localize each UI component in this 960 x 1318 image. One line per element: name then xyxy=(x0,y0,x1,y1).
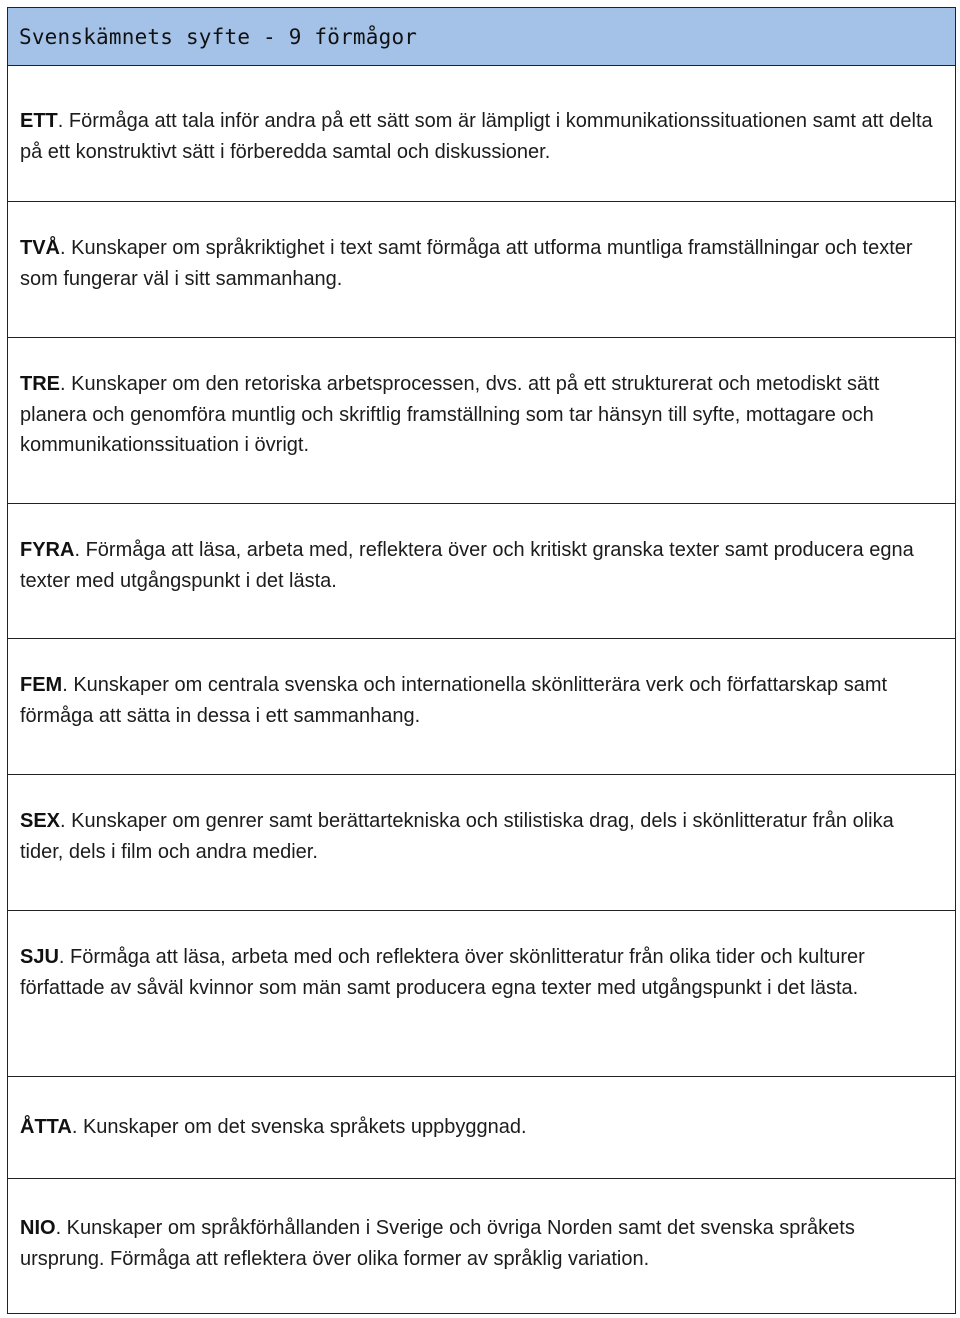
table-header xyxy=(8,8,955,66)
ability-row-6 xyxy=(8,775,955,911)
ability-description: . Kunskaper om det svenska språkets uppbyggnad. xyxy=(71,1116,527,1138)
ability-number: ÅTTA xyxy=(20,1116,72,1138)
ability-description: . Kunskaper om genrer samt berättartekniska och stilistiska drag, dels i skönlitteratur från olika tider, dels i film och andra medier. xyxy=(20,810,894,863)
ability-number: FEM xyxy=(20,674,63,696)
ability-description: . Förmåga att tala inför andra på ett sätt som är lämpligt i kommunikationssituationen samt att delta på ett konstruktivt sätt i förberedda samtal och diskussioner. xyxy=(20,110,933,163)
ability-number: TRE xyxy=(20,373,60,395)
ability-text xyxy=(20,369,941,461)
page-title: Svenskämnets syfte - 9 förmågor xyxy=(19,24,418,49)
ability-number: SJU xyxy=(20,946,59,968)
ability-text xyxy=(20,535,941,596)
ability-text xyxy=(20,1213,941,1274)
ability-row-5 xyxy=(8,639,955,775)
ability-number: ETT xyxy=(20,110,58,132)
ability-text xyxy=(20,1112,941,1143)
ability-description: . Kunskaper om centrala svenska och internationella skönlitterära verk och författarskap samt förmåga att sätta in dessa i ett sammanhang. xyxy=(20,674,888,727)
ability-row-3 xyxy=(8,338,955,504)
ability-row-8 xyxy=(8,1077,955,1179)
ability-row-1 xyxy=(8,66,955,202)
abilities-table xyxy=(7,7,956,1314)
ability-row-2 xyxy=(8,202,955,338)
ability-row-9 xyxy=(8,1179,955,1313)
ability-description: . Förmåga att läsa, arbeta med, reflektera över och kritiskt granska texter samt producera egna texter med utgångspunkt i det lästa. xyxy=(20,539,914,592)
ability-text xyxy=(20,106,941,167)
ability-number: NIO xyxy=(20,1217,56,1239)
ability-row-4 xyxy=(8,504,955,639)
ability-description: . Förmåga att läsa, arbeta med och reflektera över skönlitteratur från olika tider och kulturer författade av såväl kvinnor som män samt producera egna texter med utgångspunkt i det lästa. xyxy=(20,946,865,999)
ability-number: FYRA xyxy=(20,539,75,561)
ability-text xyxy=(20,233,941,294)
ability-text xyxy=(20,806,941,867)
ability-number: TVÅ xyxy=(20,237,60,259)
ability-number: SEX xyxy=(20,810,61,832)
ability-text xyxy=(20,942,941,1003)
ability-text xyxy=(20,670,941,731)
ability-description: . Kunskaper om den retoriska arbetsprocessen, dvs. att på ett strukturerat och metodiskt sätt planera och genomföra muntlig och skriftlig framställning som tar hänsyn till syfte, mottagare och kommunikationssituation i övrigt. xyxy=(20,373,880,456)
ability-row-7 xyxy=(8,911,955,1077)
ability-description: . Kunskaper om språkriktighet i text samt förmåga att utforma muntliga framställningar och texter som fungerar väl i sitt sammanhang. xyxy=(20,237,913,290)
ability-description: . Kunskaper om språkförhållanden i Sverige och övriga Norden samt det svenska språkets ursprung. Förmåga att reflektera över olika former av språklig variation. xyxy=(20,1217,855,1270)
